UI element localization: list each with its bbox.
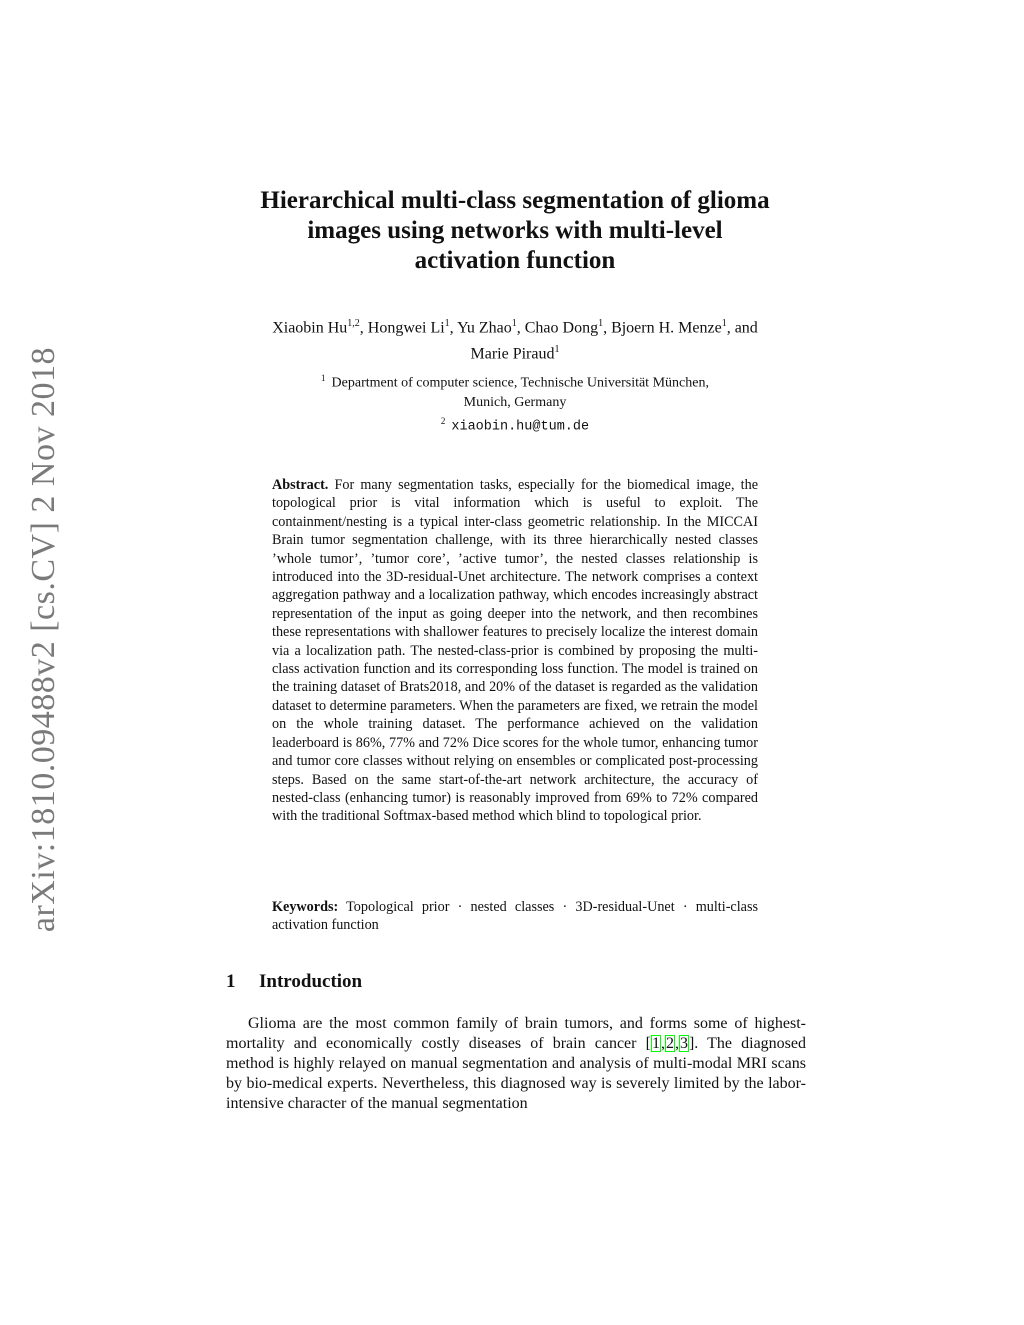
abstract-text: For many segmentation tasks, especially for the biomedical image, the topological prior is vital information which is useful to exploit. The containment/nesting is a typical inter-class geometric relationship. In the MICCAI Brain tumor segmentation challenge, with its three hierarchically nested classes ’whole tumor’, ’tumor core’, ’active tumor’, the nested classes relationship is introduced into the 3D-residual-Unet architecture. The network comprises a context aggregation pathway and a localization pathway, which encodes increasingly abstract representation of the input as going deeper into the network, and then recombines these representations with shallower features to precisely localize the interest domain via a localization path. The nested-class-prior is combined by proposing the multi-class activation function and its corresponding loss function. The model is trained on the training dataset of Brats2018, and 20% of the dataset is regarded as the validation dataset to determine parameters. When the parameters are fixed, we retrain the model on the whole training dataset. The performance achieved on the validation leaderboard is 86%, 77% and 72% Dice scores for the whole tumor, enhancing tumor and tumor core classes without relying on ensembles or complicated post-processing steps. Based on the same start-of-the-art network architecture, the accuracy of nested-class (enhancing tumor) is reasonably improved from 69% to 72% compared with the traditional Softmax-based method which blind to topological prior. [272, 477, 758, 825]
author-name: Hongwei Li [367, 319, 445, 337]
section-title: Introduction [259, 971, 363, 992]
arxiv-identifier-text: arXiv:1810.09488v2 [cs.CV] 2 Nov 2018 [25, 347, 62, 933]
section-number: 1 [226, 971, 236, 992]
author-connector: and [734, 319, 758, 337]
abstract-label: Abstract. [272, 477, 329, 493]
citation-link[interactable]: 2 [665, 1035, 674, 1052]
citation-separator: , [660, 1035, 665, 1052]
author-affiliation-mark: 1 [444, 318, 450, 329]
author-name: Marie Piraud [470, 345, 555, 363]
author-affiliation-mark: 1 [598, 318, 604, 329]
title-line: Hierarchical multi-class segmentation of glioma [260, 187, 770, 214]
affiliations [200, 369, 830, 436]
author-affiliation-mark: 1 [511, 318, 517, 329]
affiliation-mark: 1 [321, 373, 326, 383]
author-affiliation-mark: 1 [721, 318, 727, 329]
keywords-text: Topological prior · nested classes · 3D-residual-Unet · multi-class activation function [272, 899, 758, 934]
title-line: activation function [414, 247, 616, 274]
affiliation-mark: 2 [440, 415, 446, 426]
author-name: Bjoern H. Menze [611, 319, 722, 337]
citation-link[interactable]: 1 [651, 1035, 660, 1052]
author-list: Xiaobin Hu$^{1,2}$, Hongwei Li$^1$, Yu Zhao$^1$, Chao Dong$^1$, Bjoern H. Menze$^1$, and Marie Piraud$^1$ [272, 318, 758, 363]
author-affiliation-mark: 1,2 [347, 318, 360, 329]
author-name: Chao Dong [524, 319, 599, 337]
arxiv-identifier [22, 347, 66, 933]
abstract [272, 476, 758, 826]
author-name: Yu Zhao [457, 319, 512, 337]
keywords [272, 898, 758, 935]
keywords-label: Keywords: [272, 899, 339, 915]
author-name: Xiaobin Hu [272, 319, 348, 337]
citation-link[interactable]: 3 [679, 1035, 688, 1052]
author-affiliation-mark: 1 [554, 344, 560, 356]
title-line: images using networks with multi-level [307, 217, 723, 244]
intro-text: . The diagnosed method is highly relayed on manual segmentation and analysis of multi-modal MRI scans by bio-medical experts. Nevertheless, this diagnosed way is severely limited by the labor-intensive character of the manual segmentation [226, 1035, 806, 1112]
affiliation-text: Department of computer science, Technische Universität München, [331, 375, 709, 391]
intro-text: Glioma are the most common family of brain tumors, and forms some of highest-mortality and economically costly diseases of brain cancer [226, 1015, 806, 1052]
intro-paragraph [226, 1014, 806, 1114]
section-heading [226, 970, 362, 994]
citation-bracket: [ [645, 1035, 651, 1052]
citation-bracket: ] [688, 1035, 695, 1052]
paper-title [200, 186, 830, 276]
affiliation-text: Munich, Germany [463, 394, 567, 410]
author-email-link[interactable]: xiaobin.hu@tum.de [451, 419, 590, 435]
citation-separator: , [674, 1035, 679, 1052]
